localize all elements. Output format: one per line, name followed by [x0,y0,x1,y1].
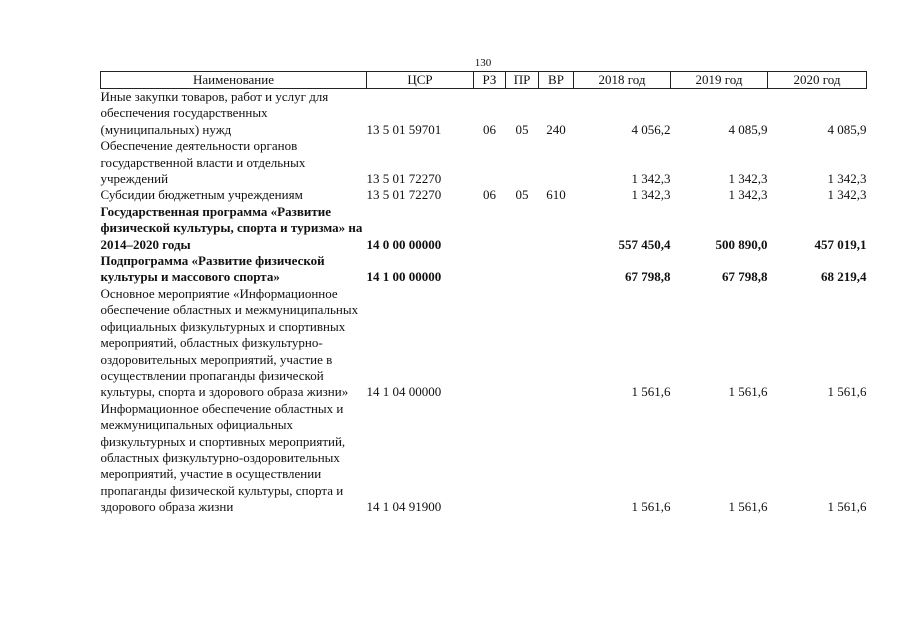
table-row [101,286,867,401]
row-pr [506,204,539,253]
header-2020: 2020 год [768,72,867,89]
header-vr: ВР [539,72,574,89]
row-csr: 13 5 01 72270 [366,171,442,187]
header-name: Наименование [101,72,367,89]
row-2018: 557 450,4 [618,236,671,252]
row-csr: 14 0 00 00000 [366,236,442,252]
row-vr [539,401,574,516]
row-2019: 1 561,6 [728,499,768,515]
row-pr [506,286,539,401]
table-row [101,187,867,203]
row-name: Подпрограмма «Развитие физической культуры и массового спорта» [100,253,325,285]
row-2020: 4 085,9 [827,121,867,137]
row-rz [474,253,506,286]
row-2018: 4 056,2 [631,121,671,137]
row-2019: 4 085,9 [728,121,768,137]
row-csr: 13 5 01 72270 [366,187,442,203]
row-2019: 500 890,0 [715,236,768,252]
row-name: Основное мероприятие «Информационное обеспечение областных и межмуниципальных официальных физкультурных и спортивных мероприятий, областных физкультурно-оздоровительных мероприятий, участие в осуществлении пропаганды физической культуры, спорта и здорового образа жизни» [100,285,359,400]
row-pr [506,253,539,286]
header-2019: 2019 год [671,72,768,89]
header-pr: ПР [506,72,539,89]
header-csr: ЦСР [367,72,474,89]
row-vr [539,204,574,253]
row-name: Иные закупки товаров, работ и услуг для обеспечения государственных (муниципальных) нужд [100,89,329,137]
table-row [101,138,867,187]
row-name: Субсидии бюджетным учреждениям [100,187,303,203]
row-2019: 1 342,3 [728,171,768,187]
row-2020: 1 561,6 [827,499,867,515]
table-row [101,253,867,286]
row-csr: 14 1 04 91900 [366,499,442,515]
row-rz [474,401,506,516]
row-csr: 14 1 04 00000 [366,384,442,400]
row-vr [539,253,574,286]
header-2018: 2018 год [574,72,671,89]
row-2020: 1 342,3 [827,187,867,203]
row-2019: 1 342,3 [728,187,768,203]
row-rz [474,204,506,253]
table-header-row [101,72,867,89]
header-rz: РЗ [474,72,506,89]
row-name: Информационное обеспечение областных и межмуниципальных официальных физкультурных и спортивных мероприятий, областных физкультурно-оздоровительных мероприятий, участие в осуществлении пропаганды физической культуры, спорта и здорового образа жизни [100,400,346,515]
row-rz [474,138,506,187]
budget-table [100,71,867,516]
row-rz: 06 [483,187,496,203]
row-2020: 1 561,6 [827,384,867,400]
row-2018: 1 342,3 [631,171,671,187]
row-2020: 1 342,3 [827,171,867,187]
row-pr: 05 [515,187,529,203]
row-rz [474,286,506,401]
row-csr: 13 5 01 59701 [366,121,442,137]
row-pr: 05 [515,121,529,137]
table-row [101,89,867,139]
row-vr [539,138,574,187]
row-2018: 1 342,3 [631,187,671,203]
row-csr: 14 1 00 00000 [366,269,442,285]
row-2019: 1 561,6 [728,384,768,400]
row-name: Обеспечение деятельности органов государственной власти и отдельных учреждений [100,138,306,187]
row-2019: 67 798,8 [722,269,768,285]
row-2018: 1 561,6 [631,384,671,400]
row-rz: 06 [483,121,496,137]
row-vr [539,286,574,401]
row-vr: 240 [546,121,566,137]
table-row [101,401,867,516]
page-number: 130 [474,57,492,69]
row-2018: 1 561,6 [631,499,671,515]
row-pr [506,401,539,516]
row-2020: 68 219,4 [821,269,867,285]
row-2018: 67 798,8 [625,269,671,285]
row-name: Государственная программа «Развитие физической культуры, спорта и туризма» на 2014–2020 годы [100,203,363,252]
row-vr: 610 [546,187,566,203]
table-row [101,204,867,253]
row-2020: 457 019,1 [814,236,867,252]
row-pr [506,138,539,187]
